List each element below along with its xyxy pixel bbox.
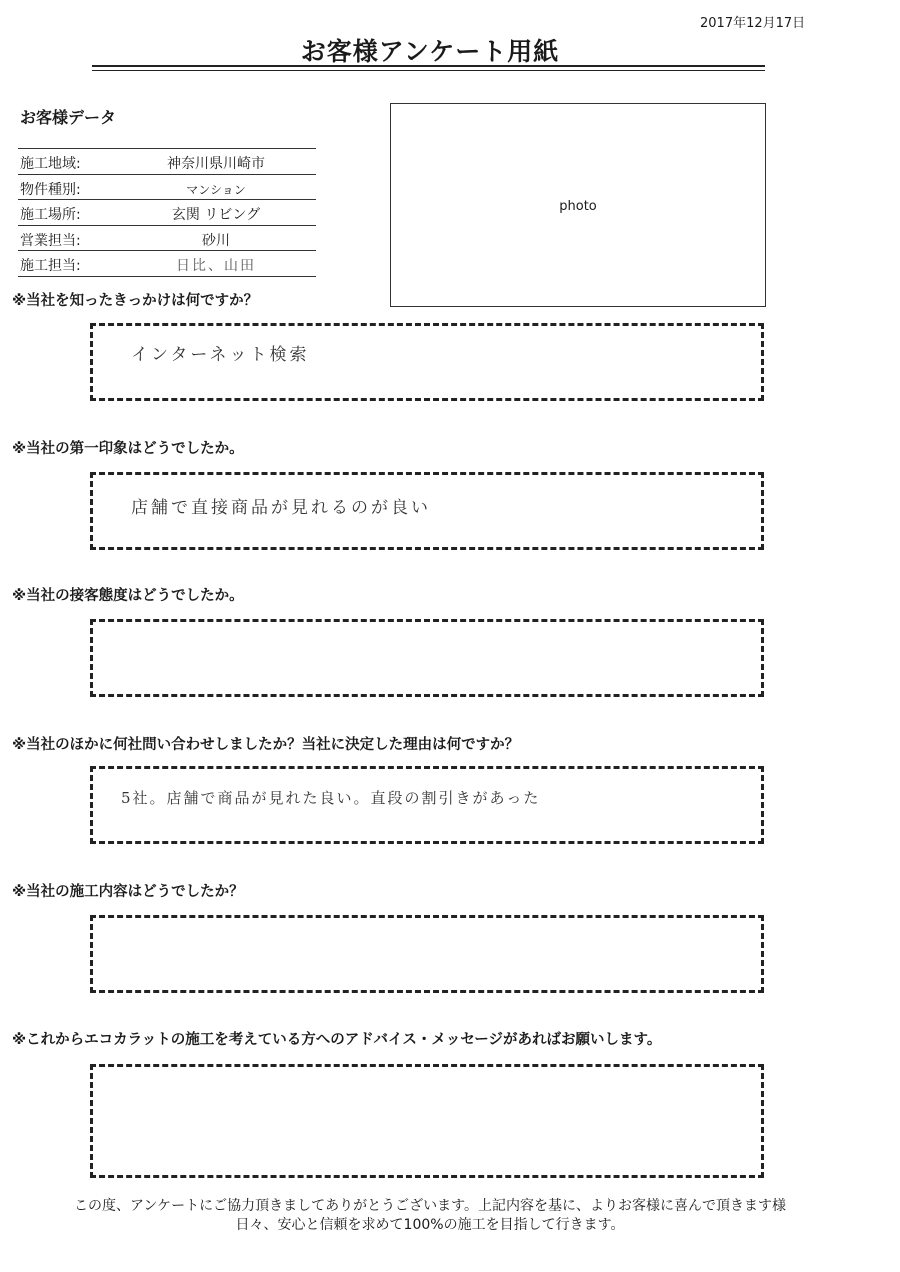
answer-text-2: 店舗で直接商品が見れるのが良い	[131, 498, 431, 518]
data-row-installer	[18, 251, 316, 277]
answer-box-3	[90, 619, 764, 697]
data-value: 日比、山田	[176, 258, 256, 274]
data-row-area	[18, 148, 316, 175]
photo-label: photo	[559, 199, 597, 214]
data-row-sales-rep	[18, 226, 316, 252]
customer-data-heading: お客様データ	[20, 108, 117, 127]
question-5: ※当社の施工内容はどうでしたか？	[12, 884, 244, 900]
question-6: ※これからエコカラットの施工を考えている方へのアドバイス・メッセージがあればお願いします。	[12, 1032, 662, 1048]
answer-box-4	[90, 766, 764, 844]
answer-box-6	[90, 1064, 764, 1178]
photo-placeholder	[390, 103, 766, 307]
answer-box-5	[90, 915, 764, 993]
survey-date: 2017年12月17日	[700, 16, 806, 31]
question-2: ※当社の第一印象はどうでしたか。	[12, 441, 244, 457]
answer-box-1	[90, 323, 764, 401]
data-label: 施工地域:	[20, 156, 81, 172]
customer-data-table	[18, 148, 316, 277]
answer-text-4: 5社。店舗で商品が見れた良い。直段の割引きがあった	[121, 789, 541, 807]
data-label: 物件種別:	[20, 181, 81, 198]
data-label: 営業担当:	[20, 232, 81, 249]
data-label: 施工担当:	[20, 258, 81, 274]
title-rule-thick	[92, 65, 765, 67]
data-row-location	[18, 200, 316, 226]
question-4: ※当社のほかに何社問い合わせしましたか？当社に決定した理由は何ですか？	[12, 737, 520, 753]
data-row-property-type	[18, 175, 316, 201]
question-1: ※当社を知ったきっかけは何ですか？	[12, 293, 259, 309]
data-value: 玄関 リビング	[171, 207, 261, 223]
data-value: 砂川	[202, 232, 230, 249]
answer-box-2	[90, 472, 764, 550]
footer-line-1: この度、アンケートにご協力頂きましてありがとうございます。上記内容を基に、よりお客様に喜んで頂きます様	[73, 1198, 787, 1214]
answer-text-1: インターネット検索	[131, 345, 310, 365]
footer-line-2: 日々、安心と信頼を求めて100%の施工を目指して行きます。	[235, 1217, 625, 1233]
data-value: 神奈川県川崎市	[167, 156, 265, 172]
question-3: ※当社の接客態度はどうでしたか。	[12, 588, 244, 604]
data-label: 施工場所:	[20, 207, 81, 223]
data-value: マンション	[186, 182, 246, 197]
title-rule-thin	[92, 70, 765, 71]
page-title: お客様アンケート用紙	[300, 37, 560, 66]
